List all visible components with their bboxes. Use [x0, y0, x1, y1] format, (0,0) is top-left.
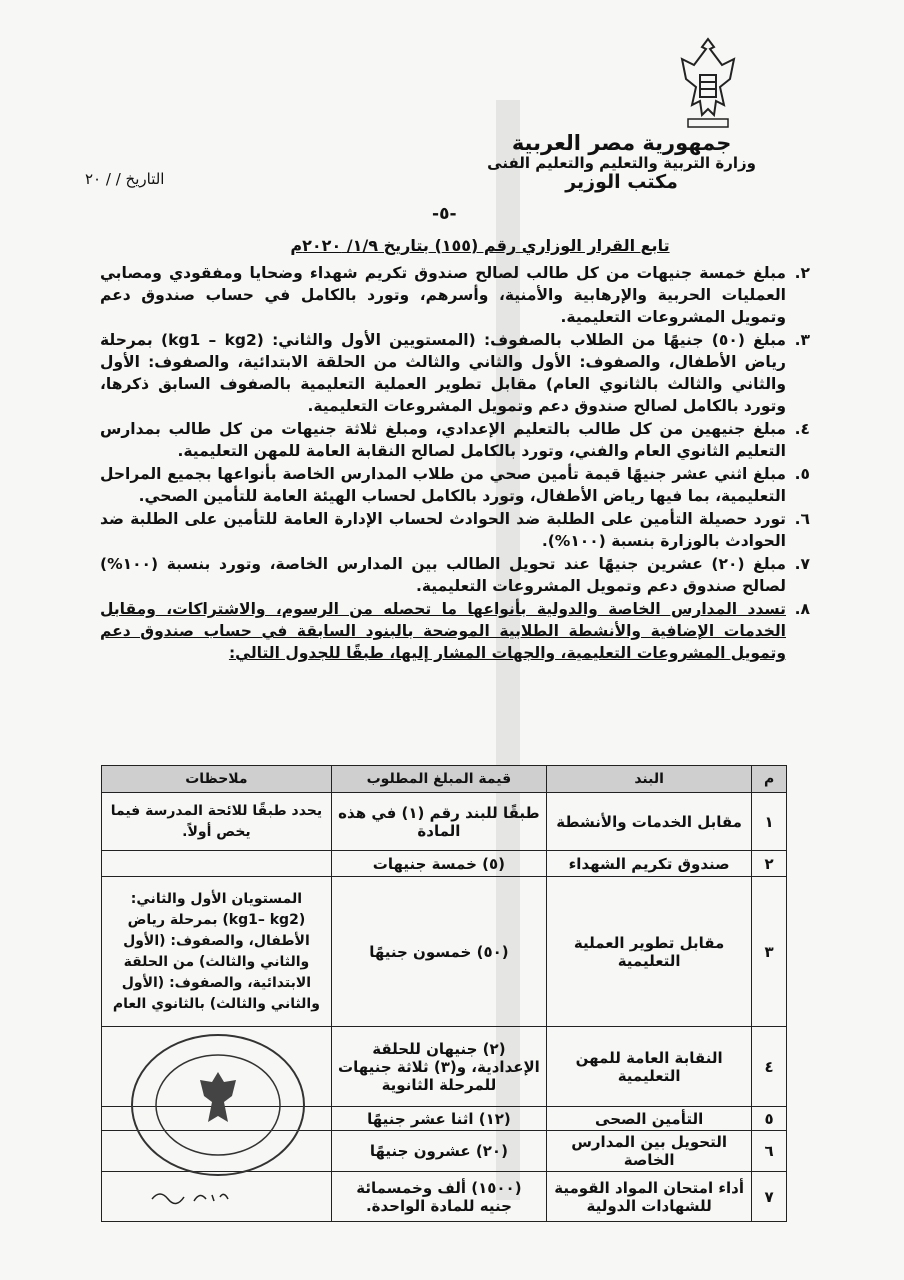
- list-item: ٥. مبلغ اثني عشر جنيهًا قيمة تأمين صحي من طلاب المدارس الخاصة بأنواعها بجميع المراحل التعليمية، بما فيها رياض الأطفال، وتورد بالكامل لحساب الهيئة العامة للتأمين الصحي.: [100, 465, 810, 505]
- paragraph-text: مبلغ اثني عشر جنيهًا قيمة تأمين صحي من طلاب المدارس الخاصة بأنواعها بجميع المراحل التعليمية، بما فيها رياض الأطفال، وتورد بالكامل لحساب الهيئة العامة للتأمين الصحي.: [100, 465, 786, 505]
- paragraph-text: مبلغ جنيهين من كل طالب بالتعليم الإعدادي، ومبلغ ثلاثة جنيهات من كل طالب بمدارس التعليم الثانوي العام والفني، وتورد بالكامل لصالح النقابة العامة للمهن التعليمية.: [100, 420, 786, 460]
- column-header: قيمة المبلغ المطلوب: [331, 766, 546, 793]
- row-number: ٣: [752, 877, 787, 1027]
- row-number: ٧: [752, 1172, 787, 1222]
- column-header: ملاحظات: [102, 766, 332, 793]
- table-row: [102, 877, 787, 1027]
- item-cell: مقابل الخدمات والأنشطة: [547, 793, 752, 851]
- paragraph-text: مبلغ خمسة جنيهات من كل طالب لصالح صندوق تكريم شهداء وضحايا ومفقودي ومصابي العمليات الحربية والإرهابية والأمنية، وأسرهم، وتورد بالكامل في حساب صندوق دعم وتمويل المشروعات التعليمية.: [100, 264, 786, 326]
- item-cell: التحويل بين المدارس الخاصة: [547, 1131, 752, 1172]
- value-cell: طبقًا للبند رقم (١) في هذه المادة: [331, 793, 546, 851]
- list-item: ٣. مبلغ (٥٠) جنيهًا من الطلاب بالصفوف: (المستويين الأول والثاني: (kg1 – kg2) بمرحلة رياض الأطفال، والصفوف: الأول والثاني والثالث من الحلقة الابتدائية، والصفوف: الأول والثاني والثالث بالثانوي العام) مقابل تطوير العملية التعليمية بالصفوف السابق ذكرها، وتورد بالكامل لصالح صندوق دعم وتمويل المشروعات التعليمية.: [100, 331, 810, 415]
- list-item: ٧. مبلغ (٢٠) عشرين جنيهًا عند تحويل الطالب بين المدارس الخاصة، وتورد بنسبة (١٠٠%) لصالح صندوق دعم وتمويل المشروعات التعليمية.: [100, 555, 810, 595]
- list-item: ٨. تسدد المدارس الخاصة والدولية بأنواعها ما تحصله من الرسوم، والاشتراكات، ومقابل الخدمات الإضافية والأنشطة الطلابية الموضحة بالبنود السابقة في حساب صندوق دعم وتمويل المشروعات التعليمية، والجهات المشار إليها، طبقًا للجدول التالي:: [100, 600, 810, 662]
- ministry-name: وزارة التربية والتعليم والتعليم الفنى: [487, 154, 756, 173]
- document-body: [100, 262, 810, 665]
- column-header: م: [752, 766, 787, 793]
- row-number: ٥: [752, 1107, 787, 1131]
- row-number: ٦: [752, 1131, 787, 1172]
- item-cell: صندوق تكريم الشهداء: [547, 851, 752, 877]
- item-cell: مقابل تطوير العملية التعليمية: [547, 877, 752, 1027]
- note-cell: [102, 851, 332, 877]
- country-name: جمهورية مصر العربية: [511, 131, 732, 155]
- eagle-emblem-icon: [672, 35, 744, 130]
- paragraph-text: تسدد المدارس الخاصة والدولية بأنواعها ما تحصله من الرسوم، والاشتراكات، ومقابل الخدمات الإضافية والأنشطة الطلابية الموضحة بالبنود السابقة في حساب صندوق دعم وتمويل المشروعات التعليمية، والجهات المشار إليها، طبقًا للجدول التالي:: [100, 600, 786, 662]
- table-row: [102, 851, 787, 877]
- note-cell: المستويان الأول والثاني: (kg1– kg2) بمرحلة رياض الأطفال، والصفوف: (الأول والثاني والثالث) من الحلقة الابتدائية، والصفوف: (الأول والثاني والثالث) بالثانوي العام: [102, 877, 332, 1027]
- item-cell: التأمين الصحى: [547, 1107, 752, 1131]
- column-header: البند: [547, 766, 752, 793]
- value-cell: (٥) خمسة جنيهات: [331, 851, 546, 877]
- value-cell: (١٢) اثنا عشر جنيهًا: [331, 1107, 546, 1131]
- ministry-seal-icon: [128, 1030, 308, 1180]
- paragraph-text: مبلغ (٥٠) جنيهًا من الطلاب بالصفوف: (المستويين الأول والثاني: (kg1 – kg2) بمرحلة رياض الأطفال، والصفوف: الأول والثاني والثالث من الحلقة الابتدائية، والصفوف: الأول والثاني والثالث بالثانوي العام) مقابل تطوير العملية التعليمية بالصفوف السابق ذكرها، وتورد بالكامل لصالح صندوق دعم وتمويل المشروعات التعليمية.: [100, 331, 787, 415]
- office-name: مكتب الوزير: [565, 171, 678, 194]
- list-item: ٤. مبلغ جنيهين من كل طالب بالتعليم الإعدادي، ومبلغ ثلاثة جنيهات من كل طالب بمدارس التعليم الثانوي العام والفني، وتورد بالكامل لصالح النقابة العامة للمهن التعليمية.: [100, 420, 810, 460]
- paragraph-text: مبلغ (٢٠) عشرين جنيهًا عند تحويل الطالب بين المدارس الخاصة، وتورد بنسبة (١٠٠%) لصالح صندوق دعم وتمويل المشروعات التعليمية.: [100, 555, 786, 595]
- signature-scribble: [150, 1185, 230, 1207]
- value-cell: (٢) جنيهان للحلقة الإعدادية، و(٣) ثلاثة جنيهات للمرحلة الثانوية: [331, 1027, 546, 1107]
- note-cell: يحدد طبقًا للائحة المدرسة فيما يخص أولاً.: [102, 793, 332, 851]
- document-title: تابع القرار الوزاري رقم (١٥٥) بتاريخ ١/٩/ ٢٠٢٠م: [290, 236, 670, 255]
- row-number: ٤: [752, 1027, 787, 1107]
- item-cell: أداء امتحان المواد القومية للشهادات الدولية: [547, 1172, 752, 1222]
- date-field: التاريخ / / ٢٠: [85, 170, 165, 188]
- table-row: [102, 793, 787, 851]
- ministry-header: [487, 131, 756, 194]
- value-cell: (١٥٠٠) ألف وخمسمائة جنيه للمادة الواحدة.: [331, 1172, 546, 1222]
- list-item: ٦. تورد حصيلة التأمين على الطلبة ضد الحوادث لحساب الإدارة العامة للتأمين على الطلبة ضد الحوادث بالوزارة بنسبة (١٠٠%).: [100, 510, 810, 550]
- item-cell: النقابة العامة للمهن التعليمية: [547, 1027, 752, 1107]
- page-number: -٥-: [432, 204, 457, 224]
- value-cell: (٢٠) عشرون جنيهًا: [331, 1131, 546, 1172]
- list-item: ٢. مبلغ خمسة جنيهات من كل طالب لصالح صندوق تكريم شهداء وضحايا ومفقودي ومصابي العمليات الحربية والإرهابية والأمنية، وأسرهم، وتورد بالكامل في حساب صندوق دعم وتمويل المشروعات التعليمية.: [100, 264, 810, 326]
- row-number: ١: [752, 793, 787, 851]
- value-cell: (٥٠) خمسون جنيهًا: [331, 877, 546, 1027]
- paragraph-text: تورد حصيلة التأمين على الطلبة ضد الحوادث لحساب الإدارة العامة للتأمين على الطلبة ضد الحوادث بالوزارة بنسبة (١٠٠%).: [100, 510, 786, 550]
- row-number: ٢: [752, 851, 787, 877]
- table-header-row: [102, 766, 787, 793]
